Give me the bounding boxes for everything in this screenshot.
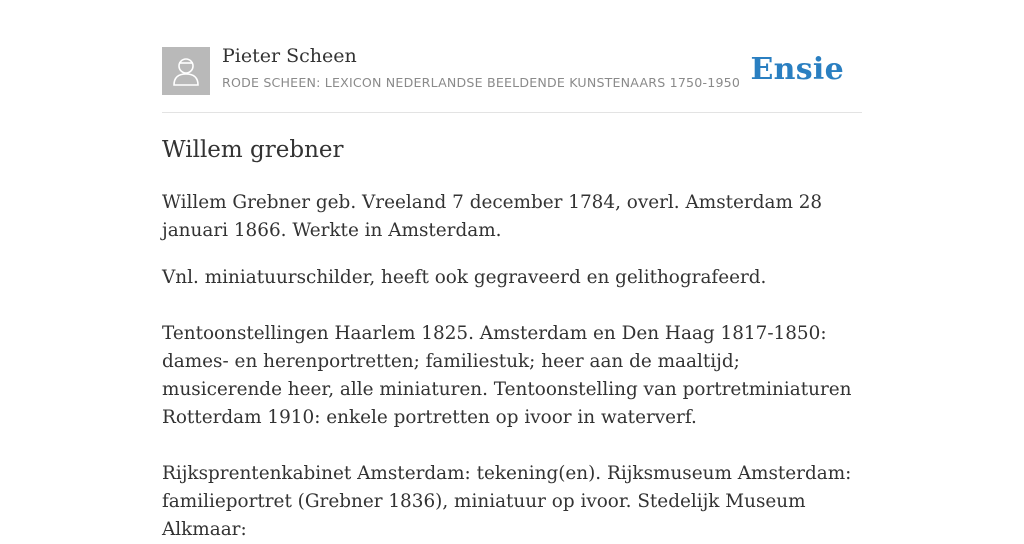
ensie-logo[interactable]: Ensie <box>750 52 844 87</box>
article-body <box>162 189 862 544</box>
source-title-link[interactable]: RODE SCHEEN: LEXICON NEDERLANDSE BEELDENDE KUNSTENAARS 1750-1950 <box>222 75 741 90</box>
user-avatar-icon[interactable] <box>162 47 210 95</box>
article-paragraph: Willem Grebner geb. Vreeland 7 december 1784, overl. Amsterdam 28 januari 1866. Werkte in Amsterdam. <box>162 192 823 241</box>
article-paragraph: Vnl. miniatuurschilder, heeft ook gegraveerd en gelithografeerd. <box>162 267 767 288</box>
article-title: Willem grebner <box>162 137 344 163</box>
article-header <box>162 0 862 113</box>
article-paragraph: Tentoonstellingen Haarlem 1825. Amsterdam en Den Haag 1817-1850: dames- en herenportretten; familiestuk; heer aan de maaltijd; musicerende heer, alle miniaturen. Tentoonstelling van portretminiaturen Rotterdam 1910: enkele portretten op ivoor in waterverf. <box>162 323 852 428</box>
article-paragraph: Rijksprentenkabinet Amsterdam: tekening(en). Rijksmuseum Amsterdam: familieportret (Grebner 1836), miniatuur op ivoor. Stedelijk Museum Alkmaar: <box>162 463 852 540</box>
content-container <box>162 0 862 540</box>
author-name-link[interactable]: Pieter Scheen <box>222 45 357 67</box>
